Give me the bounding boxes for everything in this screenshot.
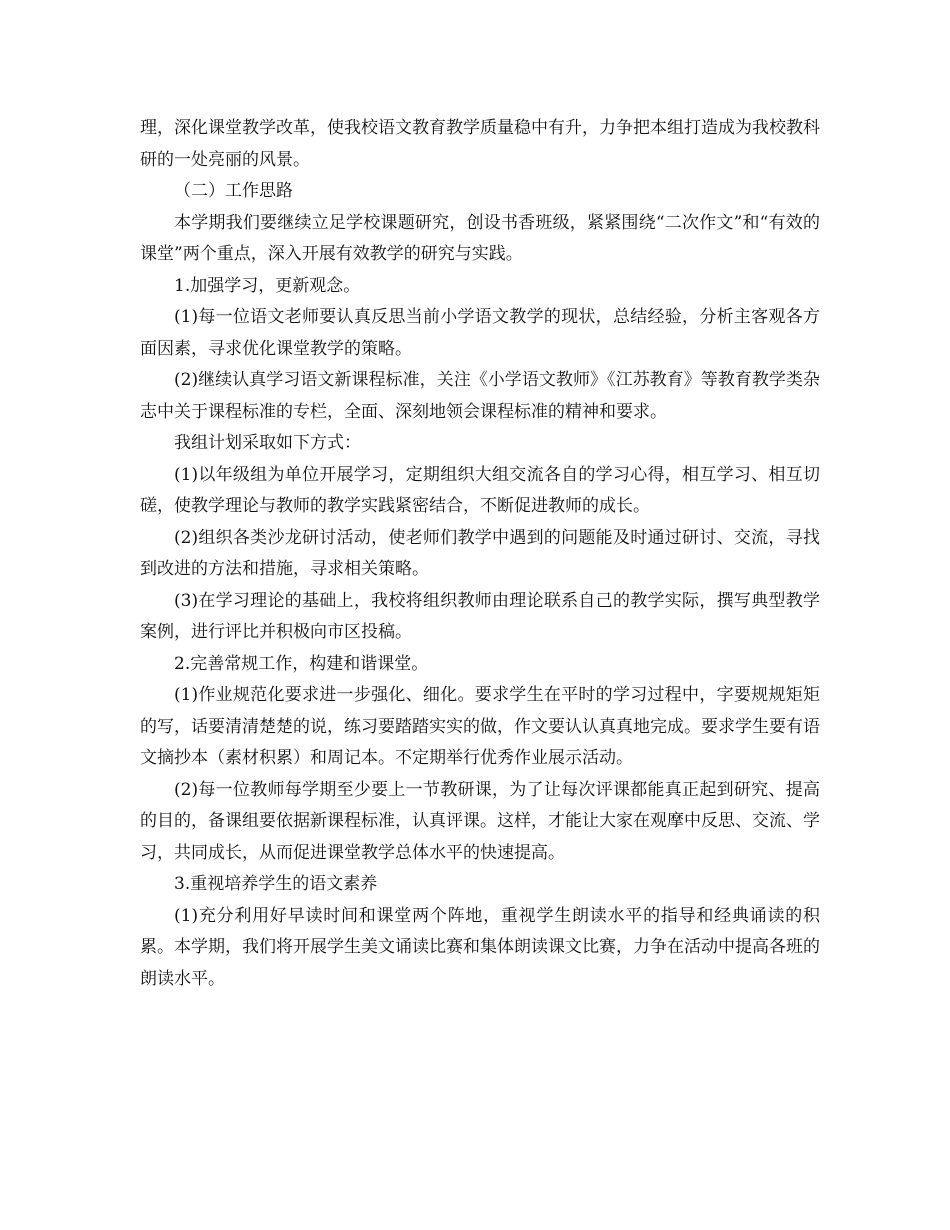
list-item-method-2: (2)组织各类沙龙研讨活动，使老师们教学中遇到的问题能及时通过研讨、交流，寻找到改进的方法和措施，寻求相关策略。 [140,527,820,579]
list-item-3-1: (1)充分利用好早读时间和课堂两个阵地，重视学生朗读水平的指导和经典诵读的积累。本学期，我们将开展学生美文诵读比赛和集体朗读课文比赛，力争在活动中提高各班的朗读水平。 [140,905,820,989]
subheading-routine-work: 2.完善常规工作，构建和谐课堂。 [174,653,429,674]
paragraph-continuation: 理，深化课堂教学改革，使我校语文教育教学质量稳中有升，力争把本组打造成为我校教科研的一处亮丽的风景。 [140,118,820,170]
list-item-2-1: (1)作业规范化要求进一步强化、细化。要求学生在平时的学习过程中，字要规规矩矩的写，话要清清楚楚的说，练习要踏踏实实的做，作文要认认真真地完成。要求学生要有语文摘抄本（素材积累）和周记本。不定期举行优秀作业展示活动。 [140,685,820,768]
list-item-method-1: (1)以年级组为单位开展学习，定期组织大组交流各自的学习心得，相互学习、相互切磋，使教学理论与教师的教学实践紧密结合，不断促进教师的成长。 [140,464,820,516]
paragraph-semester-plan: 本学期我们要继续立足学校课题研究，创设书香班级，紧紧围绕“二次作文”和“有效的课堂”两个重点，深入开展有效教学的研究与实践。 [140,212,820,264]
document-body [140,113,820,995]
list-item-method-3: (3)在学习理论的基础上，我校将组织教师由理论联系自己的教学实际，撰写典型教学案例，进行评比并积极向市区投稿。 [140,590,820,642]
list-item-2-2: (2)每一位教师每学期至少要上一节教研课，为了让每次评课都能真正起到研究、提高的目的，备课组要依据新课程标准，认真评课。这样，才能让大家在观摩中反思、交流、学习，共同成长，从而促进课堂教学总体水平的快速提高。 [140,779,820,863]
section-heading-work-approach: （二）工作思路 [174,181,293,201]
subheading-literacy: 3.重视培养学生的语文素养 [174,874,378,894]
list-item-1-1: (1)每一位语文老师要认真反思当前小学语文教学的现状，总结经验，分析主客观各方面因素，寻求优化课堂教学的策略。 [140,307,820,359]
paragraph-methods-intro: 我组计划采取如下方式： [174,433,361,453]
list-item-1-2: (2)继续认真学习语文新课程标准，关注《小学语文教师》《江苏教育》等教育教学类杂志中关于课程标准的专栏，全面、深刻地领会课程标准的精神和要求。 [140,370,820,422]
subheading-strengthen-study: 1.加强学习，更新观念。 [174,275,361,296]
